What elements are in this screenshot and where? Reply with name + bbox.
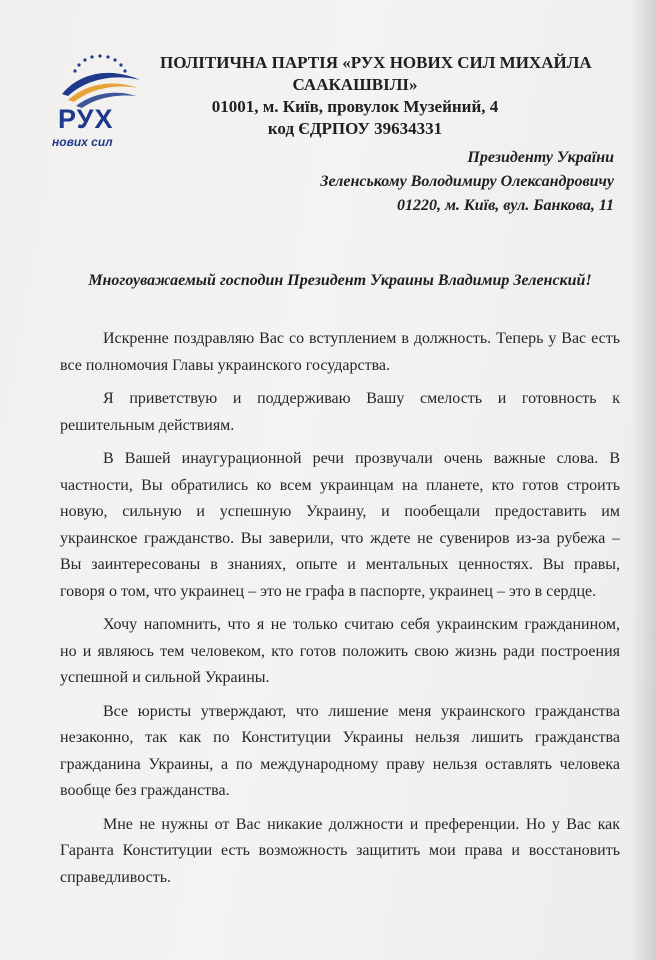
text-line: украинское гражданство. Вы заверили, что ждете не сувениров из-за рубежа –: [60, 529, 620, 547]
text-line: Искренне поздравляю Вас со вступлением в должность. Теперь у Вас есть: [103, 330, 620, 347]
text-line: незаконно, так как по Конституции Украины нельзя лишить гражданства: [60, 729, 620, 746]
paragraph-3: [60, 446, 620, 605]
paragraph-1: [60, 326, 620, 379]
recipient-address: 01220, м. Київ, вул. Банкова, 11: [396, 197, 614, 214]
text-line: новую, сильную и успешную Украину, и пообещали предоставить им: [60, 503, 620, 520]
party-logo: [52, 50, 148, 150]
recipient-block: [194, 146, 614, 218]
text-line: Я приветствую и поддерживаю Вашу смелость и готовность к: [103, 390, 620, 407]
letter-body: [60, 326, 620, 898]
paragraph-2: [60, 386, 620, 439]
paragraph-5: [60, 699, 620, 805]
recipient-name: Зеленському Володимиру Олександровичу: [320, 173, 614, 190]
party-name-line-1: ПОЛІТИЧНА ПАРТІЯ «РУХ НОВИХ СИЛ МИХАЙЛА: [160, 53, 592, 72]
text-line: справедливость.: [60, 868, 172, 886]
paragraph-4: [60, 612, 620, 692]
greeting: Многоуважаемый господин Президент Украины Владимир Зеленский!: [88, 272, 592, 289]
text-line: все полномочия Главы украинского государства.: [60, 356, 391, 374]
recipient-title: Президенту України: [467, 149, 614, 166]
text-line: Гаранта Конституции есть возможность защитить мои права и восстановить: [60, 842, 620, 859]
text-line: Все юристы утверждают, что лишение меня украинского гражданства: [103, 702, 620, 720]
text-line: частности, Вы обратились ко всем украинцам на планете, кто готов строить: [60, 476, 620, 494]
logo-emblem-icon: [52, 50, 148, 110]
text-line: но и являюсь тем человеком, кто готов положить свою жизнь ради построения: [60, 642, 620, 660]
text-line: решительным действиям.: [60, 416, 235, 434]
party-code: код ЄДРПОУ 39634331: [267, 119, 443, 138]
party-address: 01001, м. Київ, провулок Музейний, 4: [211, 97, 499, 116]
text-line: В Вашей инаугурационной речи прозвучали очень важные слова. В: [103, 450, 620, 467]
text-line: Вы заинтересованы в знаниях, опыте и ментальных ценностях. Вы правы,: [60, 556, 620, 573]
text-line: говоря о том, что украинец – это не графа в паспорте, украинец – это в сердце.: [60, 582, 597, 600]
page-edge-shadow: [630, 0, 656, 960]
text-line: гражданина Украины, а по международному праву нельзя оставлять человека: [60, 755, 620, 773]
text-line: Мне не нужны от Вас никакие должности и преференции. Но у Вас как: [103, 815, 620, 833]
party-name-line-2: СААКАШВІЛІ»: [292, 75, 418, 94]
text-line: Хочу напомнить, что я не только считаю себя украинским гражданином,: [103, 616, 620, 633]
text-line: успешной и сильной Украины.: [60, 669, 270, 686]
paragraph-6: [60, 812, 620, 892]
logo-title: РУХ: [58, 104, 114, 134]
logo-subtitle: нових сил: [52, 135, 113, 149]
letterhead: [160, 52, 592, 140]
text-line: вообще без гражданства.: [60, 782, 230, 799]
